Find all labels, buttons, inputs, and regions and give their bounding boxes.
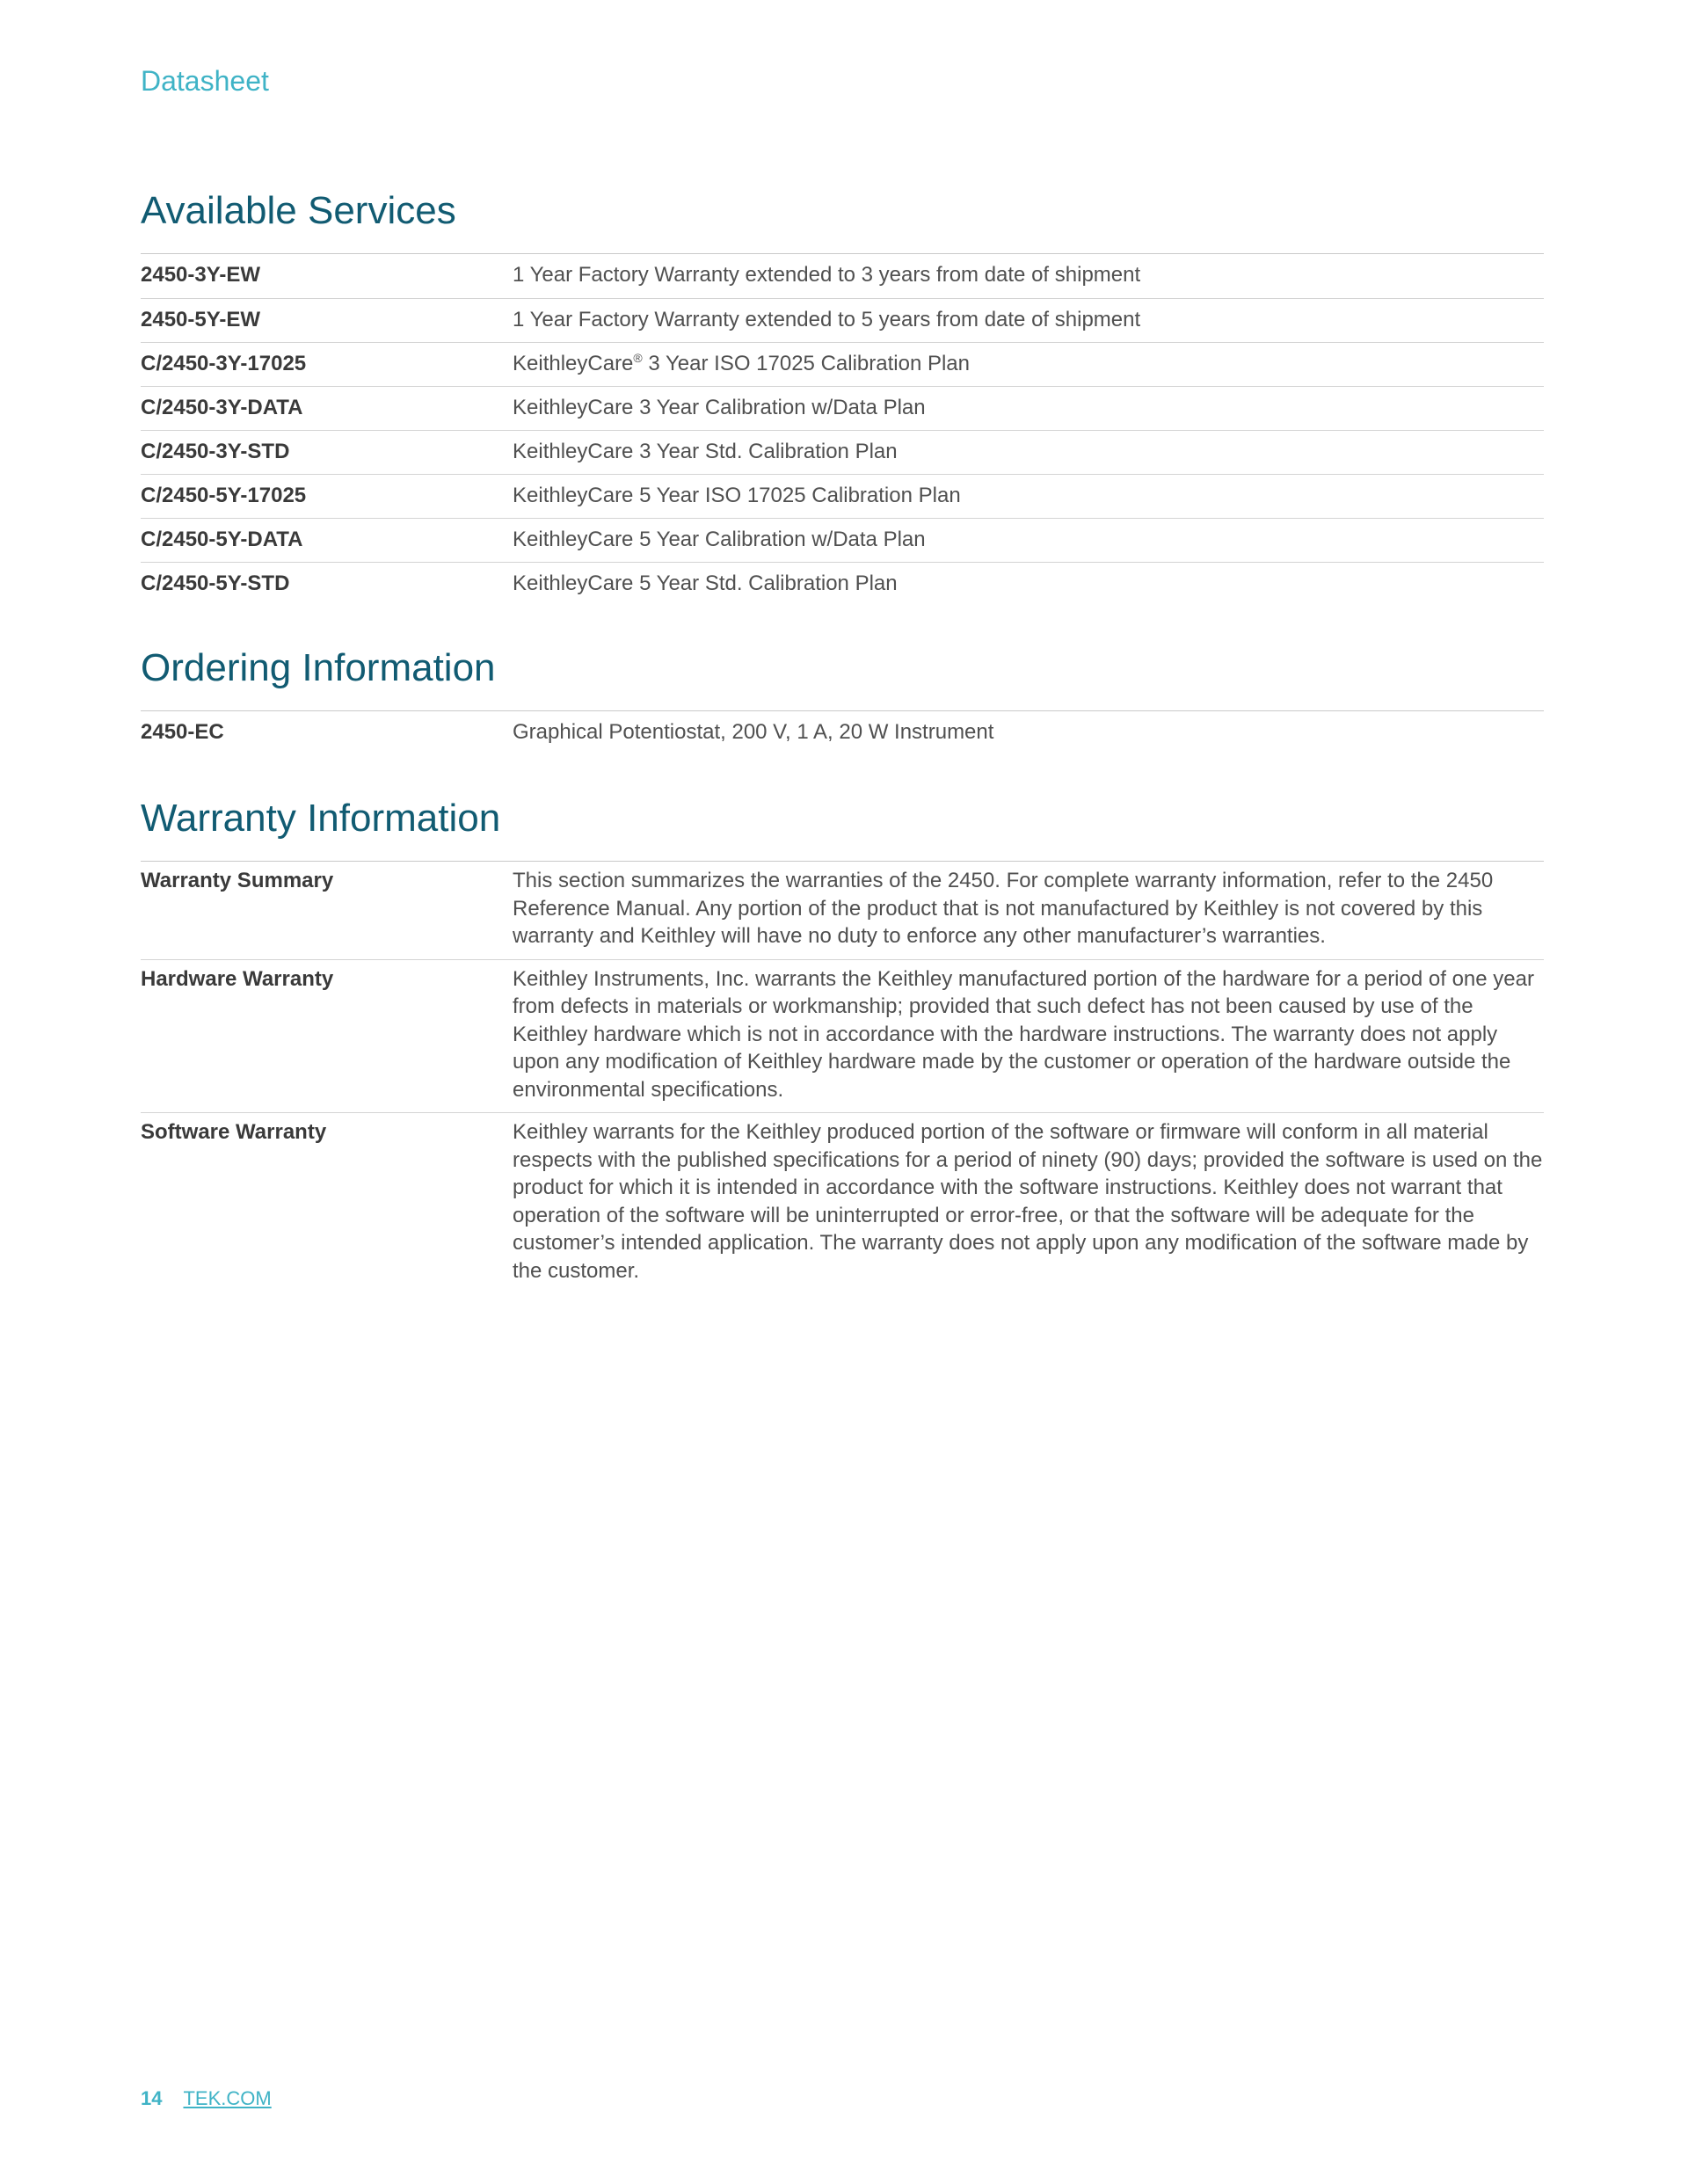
order-description: Graphical Potentiostat, 200 V, 1 A, 20 W Instrument: [513, 720, 994, 744]
warranty-information-section: [141, 794, 1544, 1293]
warranty-text: Keithley Instruments, Inc. warrants the Keithley manufactured portion of the hardware for a period of one year from defects in materials or workmanship; provided that such defect has not been caused by use of the Keithley hardware which is not in accordance with the hardware instructions. The warranty does not apply upon any modification of Keithley hardware made by the customer or operation of the hardware outside the environmental specifications.: [513, 966, 1534, 1102]
service-code: C/2450-3Y-17025: [141, 352, 307, 375]
registered-mark: ®: [633, 351, 643, 365]
website-link[interactable]: TEK.COM: [183, 2087, 272, 2109]
ordering-information-title: Ordering Information: [141, 646, 496, 689]
service-code: 2450-5Y-EW: [141, 308, 261, 331]
service-description: KeithleyCare 5 Year Std. Calibration Plan: [513, 571, 898, 595]
service-description: KeithleyCare 5 Year ISO 17025 Calibration Plan: [513, 484, 961, 507]
service-description: 1 Year Factory Warranty extended to 3 years from date of shipment: [513, 263, 1141, 287]
warranty-type: Warranty Summary: [141, 869, 334, 892]
service-description: [513, 343, 1544, 386]
service-code: C/2450-3Y-DATA: [141, 396, 303, 419]
table-row: [141, 386, 1544, 430]
service-description: KeithleyCare 5 Year Calibration w/Data Plan: [513, 528, 926, 551]
warranty-type: Software Warranty: [141, 1120, 327, 1144]
warranty-text: This section summarizes the warranties of the 2450. For complete warranty information, refer to the 2450 Reference Manual. Any portion of the product that is not manufactured by Keithley is not covered by this warranty and Keithley will have no duty to enforce any other manufacturer’s warranties.: [513, 869, 1494, 948]
service-code: C/2450-5Y-DATA: [141, 528, 303, 551]
service-code: C/2450-5Y-17025: [141, 484, 307, 507]
service-description-brand: KeithleyCare: [513, 352, 634, 375]
services-table: [141, 254, 1544, 606]
service-description: KeithleyCare 3 Year Std. Calibration Plan: [513, 440, 898, 463]
table-row: [141, 711, 1544, 755]
ordering-table: [141, 711, 1544, 755]
table-row: [141, 959, 1544, 1113]
table-row: [141, 474, 1544, 518]
service-description-rest: 3 Year ISO 17025 Calibration Plan: [642, 352, 970, 375]
table-row: [141, 562, 1544, 606]
table-row: [141, 518, 1544, 562]
warranty-table: [141, 862, 1544, 1293]
order-code: 2450-EC: [141, 720, 224, 744]
document-type-label: Datasheet: [141, 65, 269, 97]
warranty-information-title: Warranty Information: [141, 797, 501, 840]
page-number: 14: [141, 2087, 163, 2109]
available-services-section: [141, 186, 1544, 606]
table-row: [141, 298, 1544, 342]
service-description: KeithleyCare 3 Year Calibration w/Data Plan: [513, 396, 926, 419]
warranty-type: Hardware Warranty: [141, 966, 334, 991]
service-code: C/2450-3Y-STD: [141, 440, 290, 463]
table-row: [141, 254, 1544, 298]
page-footer: [141, 2087, 272, 2110]
table-row: [141, 1112, 1544, 1293]
table-row: [141, 430, 1544, 474]
service-code: C/2450-5Y-STD: [141, 571, 290, 595]
table-row: [141, 862, 1544, 959]
table-row: [141, 342, 1544, 386]
service-description: 1 Year Factory Warranty extended to 5 years from date of shipment: [513, 308, 1141, 331]
available-services-title: Available Services: [141, 189, 456, 232]
warranty-text: Keithley warrants for the Keithley produced portion of the software or firmware will conform in all material respects with the published specifications for a period of ninety (90) days; provided the software is used on the product for which it is intended in accordance with the software instructions. Keithley does not warrant that operation of the software will be uninterrupted or error-free, or that the software will be adequate for the customer’s intended application. The warranty does not apply upon any modification of the software made by the customer.: [513, 1120, 1543, 1283]
service-code: 2450-3Y-EW: [141, 263, 261, 287]
ordering-information-section: [141, 644, 1544, 755]
